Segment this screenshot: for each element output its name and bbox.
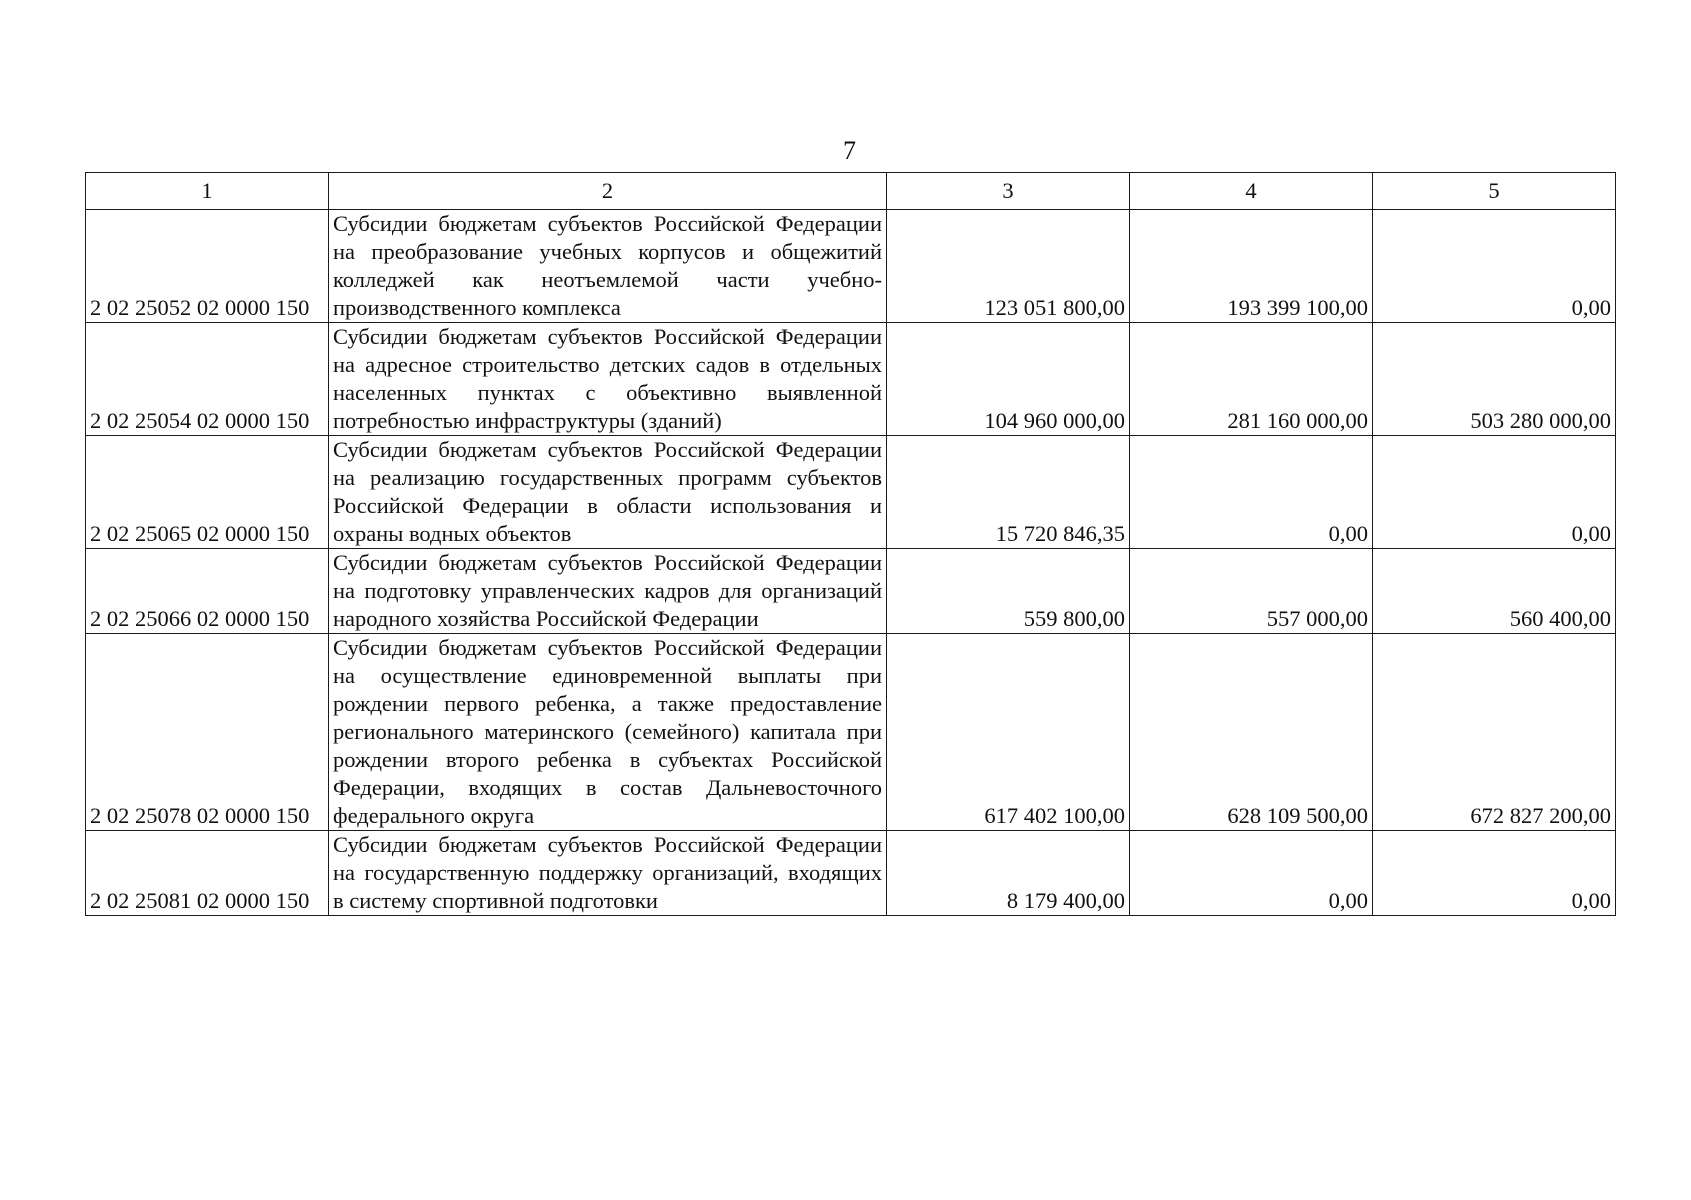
amount-col3: 559 800,00 [887,549,1130,634]
amount-col4: 193 399 100,00 [1130,210,1373,323]
amount-col5: 0,00 [1373,210,1616,323]
column-header-2: 2 [329,173,887,210]
row-description: Субсидии бюджетам субъектов Российской Федерации на реализацию государственных программ субъектов Российской Федерации в области использования и охраны водных объектов [329,436,887,549]
budget-table [85,172,1616,916]
table-row [86,634,1616,831]
amount-col4: 0,00 [1130,436,1373,549]
amount-col5: 0,00 [1373,436,1616,549]
row-description: Субсидии бюджетам субъектов Российской Федерации на преобразование учебных корпусов и общежитий колледжей как неотъемлемой части учебно-производственного комплекса [329,210,887,323]
amount-col4: 628 109 500,00 [1130,634,1373,831]
amount-col4: 281 160 000,00 [1130,323,1373,436]
amount-col3: 8 179 400,00 [887,831,1130,916]
table-row [86,831,1616,916]
row-description: Субсидии бюджетам субъектов Российской Федерации на осуществление единовременной выплаты при рождении первого ребенка, а также предоставление регионального материнского (семейного) капитала при рождении второго ребенка в субъектах Российской Федерации, входящих в состав Дальневосточного федерального округа [329,634,887,831]
amount-col4: 0,00 [1130,831,1373,916]
column-header-4: 4 [1130,173,1373,210]
column-header-5: 5 [1373,173,1616,210]
budget-code: 2 02 25065 02 0000 150 [86,436,329,549]
column-header-3: 3 [887,173,1130,210]
amount-col5: 560 400,00 [1373,549,1616,634]
page-number: 7 [843,136,856,165]
amount-col3: 104 960 000,00 [887,323,1130,436]
budget-code: 2 02 25066 02 0000 150 [86,549,329,634]
amount-col3: 123 051 800,00 [887,210,1130,323]
amount-col5: 0,00 [1373,831,1616,916]
row-description: Субсидии бюджетам субъектов Российской Федерации на адресное строительство детских садов в отдельных населенных пунктах с объективно выявленной потребностью инфраструктуры (зданий) [329,323,887,436]
amount-col3: 15 720 846,35 [887,436,1130,549]
table-row [86,436,1616,549]
table-row [86,549,1616,634]
header-row [86,173,1616,210]
row-description: Субсидии бюджетам субъектов Российской Федерации на подготовку управленческих кадров для организаций народного хозяйства Российской Федерации [329,549,887,634]
row-description: Субсидии бюджетам субъектов Российской Федерации на государственную поддержку организаций, входящих в систему спортивной подготовки [329,831,887,916]
amount-col5: 503 280 000,00 [1373,323,1616,436]
column-header-1: 1 [86,173,329,210]
budget-code: 2 02 25054 02 0000 150 [86,323,329,436]
amount-col4: 557 000,00 [1130,549,1373,634]
budget-code: 2 02 25078 02 0000 150 [86,634,329,831]
amount-col5: 672 827 200,00 [1373,634,1616,831]
amount-col3: 617 402 100,00 [887,634,1130,831]
table-row [86,323,1616,436]
table-row [86,210,1616,323]
budget-code: 2 02 25052 02 0000 150 [86,210,329,323]
budget-code: 2 02 25081 02 0000 150 [86,831,329,916]
